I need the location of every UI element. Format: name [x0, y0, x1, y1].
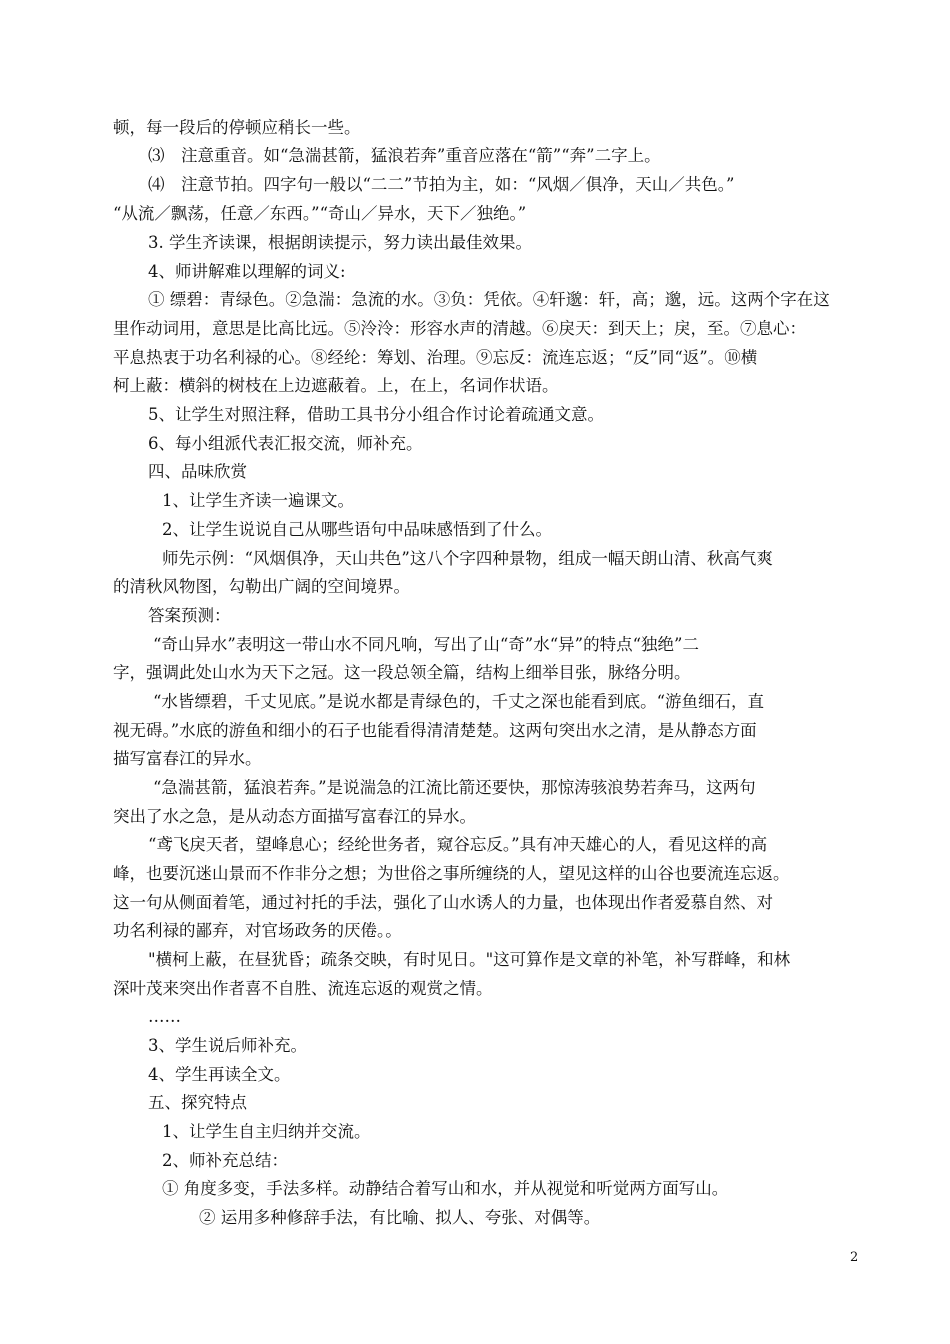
- text-line: ⑶ 注意重音。如“急湍甚箭，猛浪若奔”重音应落在“箭”“奔”二字上。: [148, 146, 661, 165]
- text-line: 1、让学生齐读一遍课文。: [162, 491, 354, 510]
- text-line: 师先示例：“风烟俱净，天山共色”这八个字四种景物，组成一幅天朗山清、秋高气爽: [162, 549, 773, 568]
- text-line: 这一句从侧面着笔，通过衬托的手法，强化了山水诱人的力量，也体现出作者爱慕自然、对: [113, 893, 773, 912]
- section-heading: 五、探究特点: [148, 1093, 247, 1112]
- text-line: 功名利禄的鄙弃，对官场政务的厌倦。。: [113, 921, 402, 940]
- text-line: 6、每小组派代表汇报交流，师补充。: [148, 434, 423, 453]
- text-line: 平息热衷于功名利禄的心。⑧经纶：筹划、治理。⑨忘反：流连忘返；“反”同“返”。⑩横: [113, 348, 758, 367]
- ellipsis-line: ……: [148, 1007, 181, 1026]
- text-line: “急湍甚箭，猛浪若奔。”是说湍急的江流比箭还要快，那惊涛骇浪势若奔马，这两句: [153, 778, 756, 797]
- text-line: 4、师讲解难以理解的词义:: [148, 262, 346, 281]
- text-line: 答案预测：: [148, 606, 231, 625]
- text-line: 1、让学生自主归纳并交流。: [162, 1122, 371, 1141]
- text-line: 4、学生再读全文。: [148, 1065, 291, 1084]
- text-line: 突出了水之急，是从动态方面描写富春江的异水。: [113, 807, 476, 826]
- text-line: “奇山异水”表明这一带山水不同凡响，写出了山“奇”水“异”的特点“独绝”二: [153, 635, 699, 654]
- section-heading: 四、品味欣赏: [148, 462, 247, 481]
- text-line: 视无碍。”水底的游鱼和细小的石子也能看得清清楚楚。这两句突出水之清，是从静态方面: [113, 721, 757, 740]
- text-line: 字，强调此处山水为天下之冠。这一段总领全篇，结构上细举目张，脉络分明。: [113, 663, 691, 682]
- text-line: 深叶茂来突出作者喜不自胜、流连忘返的观赏之情。: [113, 979, 493, 998]
- text-line: 描写富春江的异水。: [113, 749, 262, 768]
- text-line: 5、让学生对照注释，借助工具书分小组合作讨论着疏通文意。: [148, 405, 604, 424]
- page-number: 2: [850, 1250, 859, 1265]
- text-line: 3. 学生齐读课，根据朗读提示，努力读出最佳效果。: [148, 233, 532, 252]
- text-line: “从流／飘荡，任意／东西。”“奇山／异水，天下／独绝。”: [113, 204, 527, 223]
- text-line: ② 运用多种修辞手法，有比喻、拟人、夸张、对偶等。: [199, 1208, 601, 1227]
- text-line: "横柯上蔽，在昼犹昏；疏条交映，有时见日。"这可算作是文章的补笔，补写群峰，和林: [148, 950, 791, 969]
- text-line: 里作动词用，意思是比高比远。⑤泠泠：形容水声的清越。⑥戾天：到天上；戾，至。⑦息心：: [113, 319, 806, 338]
- text-line: 的清秋风物图，勾勒出广阔的空间境界。: [113, 577, 410, 596]
- text-line: 顿，每一段后的停顿应稍长一些。: [113, 118, 361, 137]
- text-line: 柯上蔽：横斜的树枝在上边遮蔽着。上，在上，名词作状语。: [113, 376, 559, 395]
- text-line: 2、让学生说说自己从哪些语句中品味感悟到了什么。: [162, 520, 552, 539]
- text-line: ① 角度多变，手法多样。动静结合着写山和水，并从视觉和听觉两方面写山。: [162, 1179, 729, 1198]
- text-line: 峰，也要沉迷山景而不作非分之想；为世俗之事所缠绕的人，望见这样的山谷也要流连忘返。: [113, 864, 790, 883]
- text-line: ① 缥碧：青绿色。②急湍：急流的水。③负：凭依。④轩邈：轩，高；邈，远。这两个字在这: [148, 290, 830, 309]
- text-line: “鸢飞戾天者，望峰息心；经纶世务者，窥谷忘反。”具有冲天雄心的人，看见这样的高: [148, 835, 768, 854]
- text-line: 3、学生说后师补充。: [148, 1036, 307, 1055]
- text-line: ⑷ 注意节拍。四字句一般以“二二”节拍为主，如：“风烟／俱净，天山／共色。”: [148, 175, 735, 194]
- text-line: “水皆缥碧，千丈见底。”是说水都是青绿色的，千丈之深也能看到底。“游鱼细石，直: [153, 692, 765, 711]
- text-line: 2、师补充总结：: [162, 1151, 288, 1170]
